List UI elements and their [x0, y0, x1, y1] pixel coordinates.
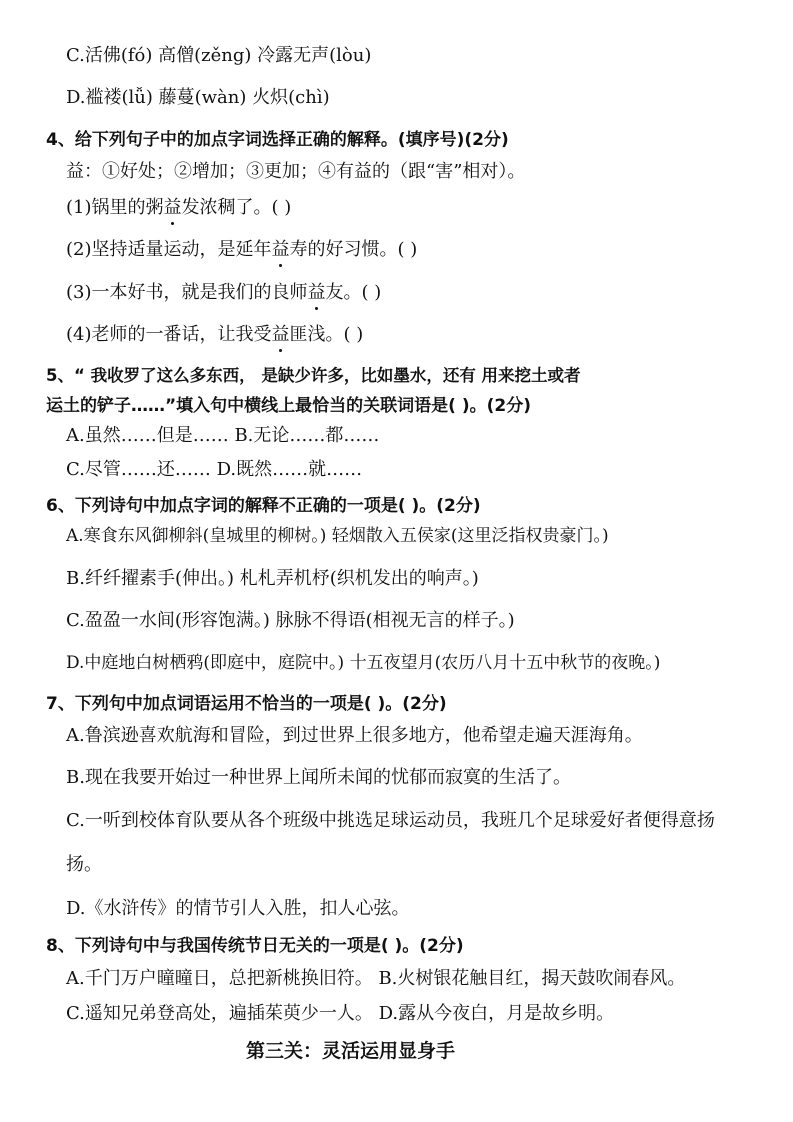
- dotted-char: 益: [271, 239, 290, 260]
- question-4-sentence-3: [66, 281, 381, 305]
- option-c-text: C.活佛(fó) 高僧(zěng) 冷露无声(lòu): [66, 45, 372, 66]
- question-5-options-ab: A.虽然……但是…… B.无论……都……: [66, 425, 380, 446]
- question-4-sentence-2: [66, 238, 417, 262]
- question-6-option-a: A.寒食东风御柳斜(皇城里的柳树。) 轻烟散入五侯家(这里泛指权贵豪门。): [66, 526, 609, 546]
- question-4-title: 4、给下列句子中的加点字词选择正确的解释。(填序号)(2分): [46, 130, 509, 150]
- question-4-sentence-4: [66, 323, 363, 347]
- dotted-char: 益: [307, 282, 326, 303]
- question-5-options-cd: C.尽管……还…… D.既然……就……: [66, 459, 363, 480]
- sentence-text: (2)坚持适量运动，是延年: [66, 239, 272, 260]
- question-8-options-cd: C.遥知兄弟登高处，遍插茱萸少一人。 D.露从今夜白，月是故乡明。: [66, 1003, 615, 1024]
- question-6-option-d: D.中庭地白树栖鸦(即庭中，庭院中。) 十五夜望月(农历八月十五中秋节的夜晚。): [66, 653, 661, 673]
- dotted-char: 益: [163, 197, 182, 218]
- option-d-text: D.褴褛(lǚ) 藤蔓(wàn) 火炽(chì): [66, 87, 330, 108]
- sentence-text: (3)一本好书，就是我们的良师: [66, 282, 308, 303]
- question-7-option-c-line-1: C.一听到校体育队要从各个班级中挑选足球运动员，我班几个足球爱好者便得意扬: [66, 810, 715, 831]
- sentence-text: (1)锅里的粥: [66, 197, 164, 218]
- question-8-options-ab: A.千门万户曈曈日，总把新桃换旧符。 B.火树银花触目红，揭天鼓吹闹春风。: [66, 968, 686, 989]
- question-7-option-c-line-2: 扬。: [66, 854, 102, 875]
- question-5-title-line-1: 5、“ 我收罗了这么多东西， 是缺少许多，比如墨水，还有 用来挖土或者: [46, 366, 581, 385]
- sentence-text: 寿的好习惯。( ): [289, 239, 418, 260]
- question-7-option-b: B.现在我要开始过一种世界上闻所未闻的忧郁而寂寞的生活了。: [66, 767, 571, 788]
- dotted-char: 益: [271, 324, 290, 345]
- question-6-option-c: C.盈盈一水间(形容饱满。) 脉脉不得语(相视无言的样子。): [66, 610, 515, 631]
- question-8-title: 8、下列诗句中与我国传统节日无关的一项是( )。(2分): [46, 936, 464, 956]
- question-6-option-b: B.纤纤擢素手(伸出。) 札札弄机杼(织机发出的响声。): [66, 568, 479, 589]
- sentence-text: 友。( ): [325, 282, 382, 303]
- question-5-title-line-2: 运土的铲子……”填入句中横线上最恰当的关联词语是( )。(2分): [46, 396, 531, 416]
- question-4-definition: 益：①好处；②增加；③更加；④有益的（跟“害”相对）。: [66, 161, 526, 182]
- question-7-option-a: A.鲁滨逊喜欢航海和冒险，到过世界上很多地方，他希望走遍天涯海角。: [66, 725, 643, 746]
- sentence-text: 匪浅。( ): [289, 324, 364, 345]
- sentence-text: 发浓稠了。( ): [181, 197, 292, 218]
- question-7-option-d: D.《水浒传》的情节引人入胜，扣人心弦。: [66, 898, 410, 919]
- sentence-text: (4)老师的一番话，让我受: [66, 324, 272, 345]
- section-3-heading: 第三关：灵活运用显身手: [246, 1040, 456, 1062]
- question-4-sentence-1: [66, 196, 291, 220]
- question-7-title: 7、下列句中加点词语运用不恰当的一项是( )。(2分): [46, 694, 447, 714]
- question-6-title: 6、下列诗句中加点字词的解释不正确的一项是( )。(2分): [46, 496, 481, 516]
